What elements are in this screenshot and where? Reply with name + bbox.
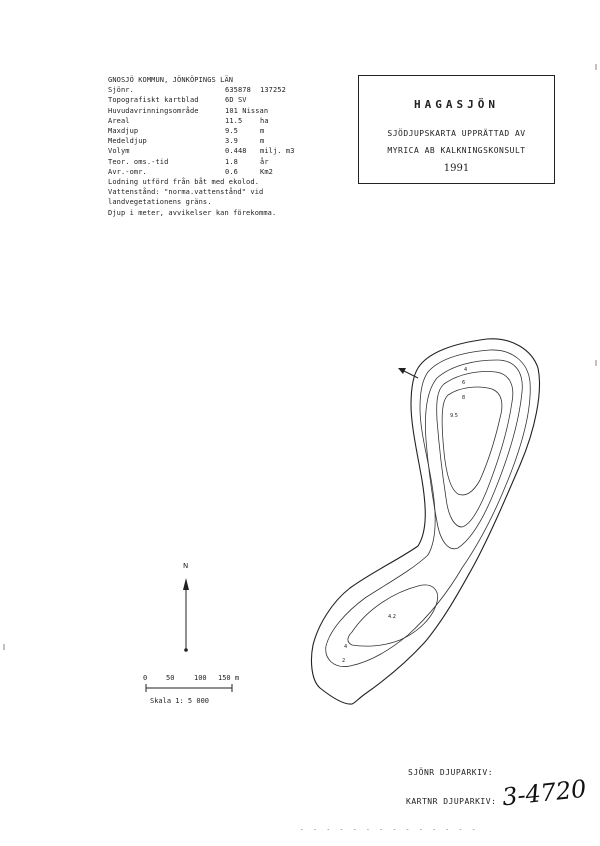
info-label: Areal bbox=[108, 116, 130, 125]
info-unit: m bbox=[260, 137, 265, 146]
info-note: landvegetationens gräns. bbox=[108, 198, 212, 207]
info-label: Sjönr. bbox=[108, 86, 134, 95]
kartnr-value: 3-4720 bbox=[500, 774, 588, 812]
depth-label: 4 bbox=[464, 367, 468, 373]
info-note: Vattenstånd: "norma.vattenstånd" vid bbox=[108, 188, 264, 197]
kartnr-label: KARTNR DJUPARKIV: bbox=[406, 797, 497, 806]
north-arrow bbox=[183, 578, 189, 652]
scale-tick: 0 bbox=[143, 674, 148, 682]
scale-ratio: Skala 1: 5 000 bbox=[150, 697, 210, 705]
info-label: Huvudavrinningsområde bbox=[108, 106, 199, 115]
contour-8m-north bbox=[442, 387, 502, 495]
scale-tick: 50 bbox=[166, 674, 175, 682]
scale-bar bbox=[146, 684, 232, 692]
sjonr-label: SJÖNR DJUPARKIV: bbox=[408, 768, 494, 777]
info-value: 11.5 bbox=[225, 116, 243, 125]
info-unit: Km2 bbox=[260, 167, 273, 176]
info-label: Medeldjup bbox=[108, 137, 147, 146]
info-unit: m bbox=[260, 126, 265, 135]
info-label: Maxdjup bbox=[108, 126, 139, 135]
info-label: Topografiskt kartblad bbox=[108, 96, 199, 105]
info-value: 1.8 bbox=[225, 157, 238, 166]
title-line-2: MYRICA AB KALKNINGSKONSULT bbox=[387, 146, 526, 155]
info-value: 635878 bbox=[225, 86, 251, 95]
info-label: Volym bbox=[108, 147, 130, 156]
depth-label: 4.2 bbox=[388, 614, 396, 620]
depth-label: 2 bbox=[342, 658, 346, 664]
scale-tick: 100 bbox=[194, 674, 207, 682]
info-unit: milj. m3 bbox=[260, 147, 295, 156]
info-value: 0.6 bbox=[225, 167, 238, 176]
depth-label: 6 bbox=[462, 380, 466, 386]
info-label: Teor. oms.-tid bbox=[108, 157, 169, 166]
title-line-1: SJÖDJUPSKARTA UPPRÄTTAD AV bbox=[387, 129, 526, 138]
info-header: GNOSJÖ KOMMUN, JÖNKÖPINGS LÄN bbox=[108, 76, 234, 84]
info-unit: 137252 bbox=[260, 86, 286, 95]
info-note: Djup i meter, avvikelser kan förekomma. bbox=[108, 208, 277, 217]
lake-name: HAGASJÖN bbox=[414, 98, 499, 111]
footer-dots: - - - - - - - - - - - - - - bbox=[300, 826, 479, 833]
info-value: 101 Nissan bbox=[225, 106, 269, 115]
info-value: 3.9 bbox=[225, 137, 238, 146]
info-value: 0.448 bbox=[225, 147, 247, 156]
info-unit: ha bbox=[260, 116, 269, 125]
depth-label: 9.5 bbox=[450, 413, 458, 419]
map-year: 1991 bbox=[443, 163, 470, 174]
north-label: N bbox=[183, 562, 189, 570]
info-value: 6D SV bbox=[225, 96, 247, 105]
depth-label: 8 bbox=[462, 395, 466, 401]
info-note: Lodning utförd från båt med ekolod. bbox=[108, 177, 260, 186]
depth-label: 4 bbox=[344, 644, 348, 650]
info-unit: år bbox=[260, 157, 269, 166]
info-label: Avr.-omr. bbox=[108, 167, 147, 176]
info-value: 9.5 bbox=[225, 126, 238, 135]
scale-tick: 150 m bbox=[218, 674, 240, 682]
